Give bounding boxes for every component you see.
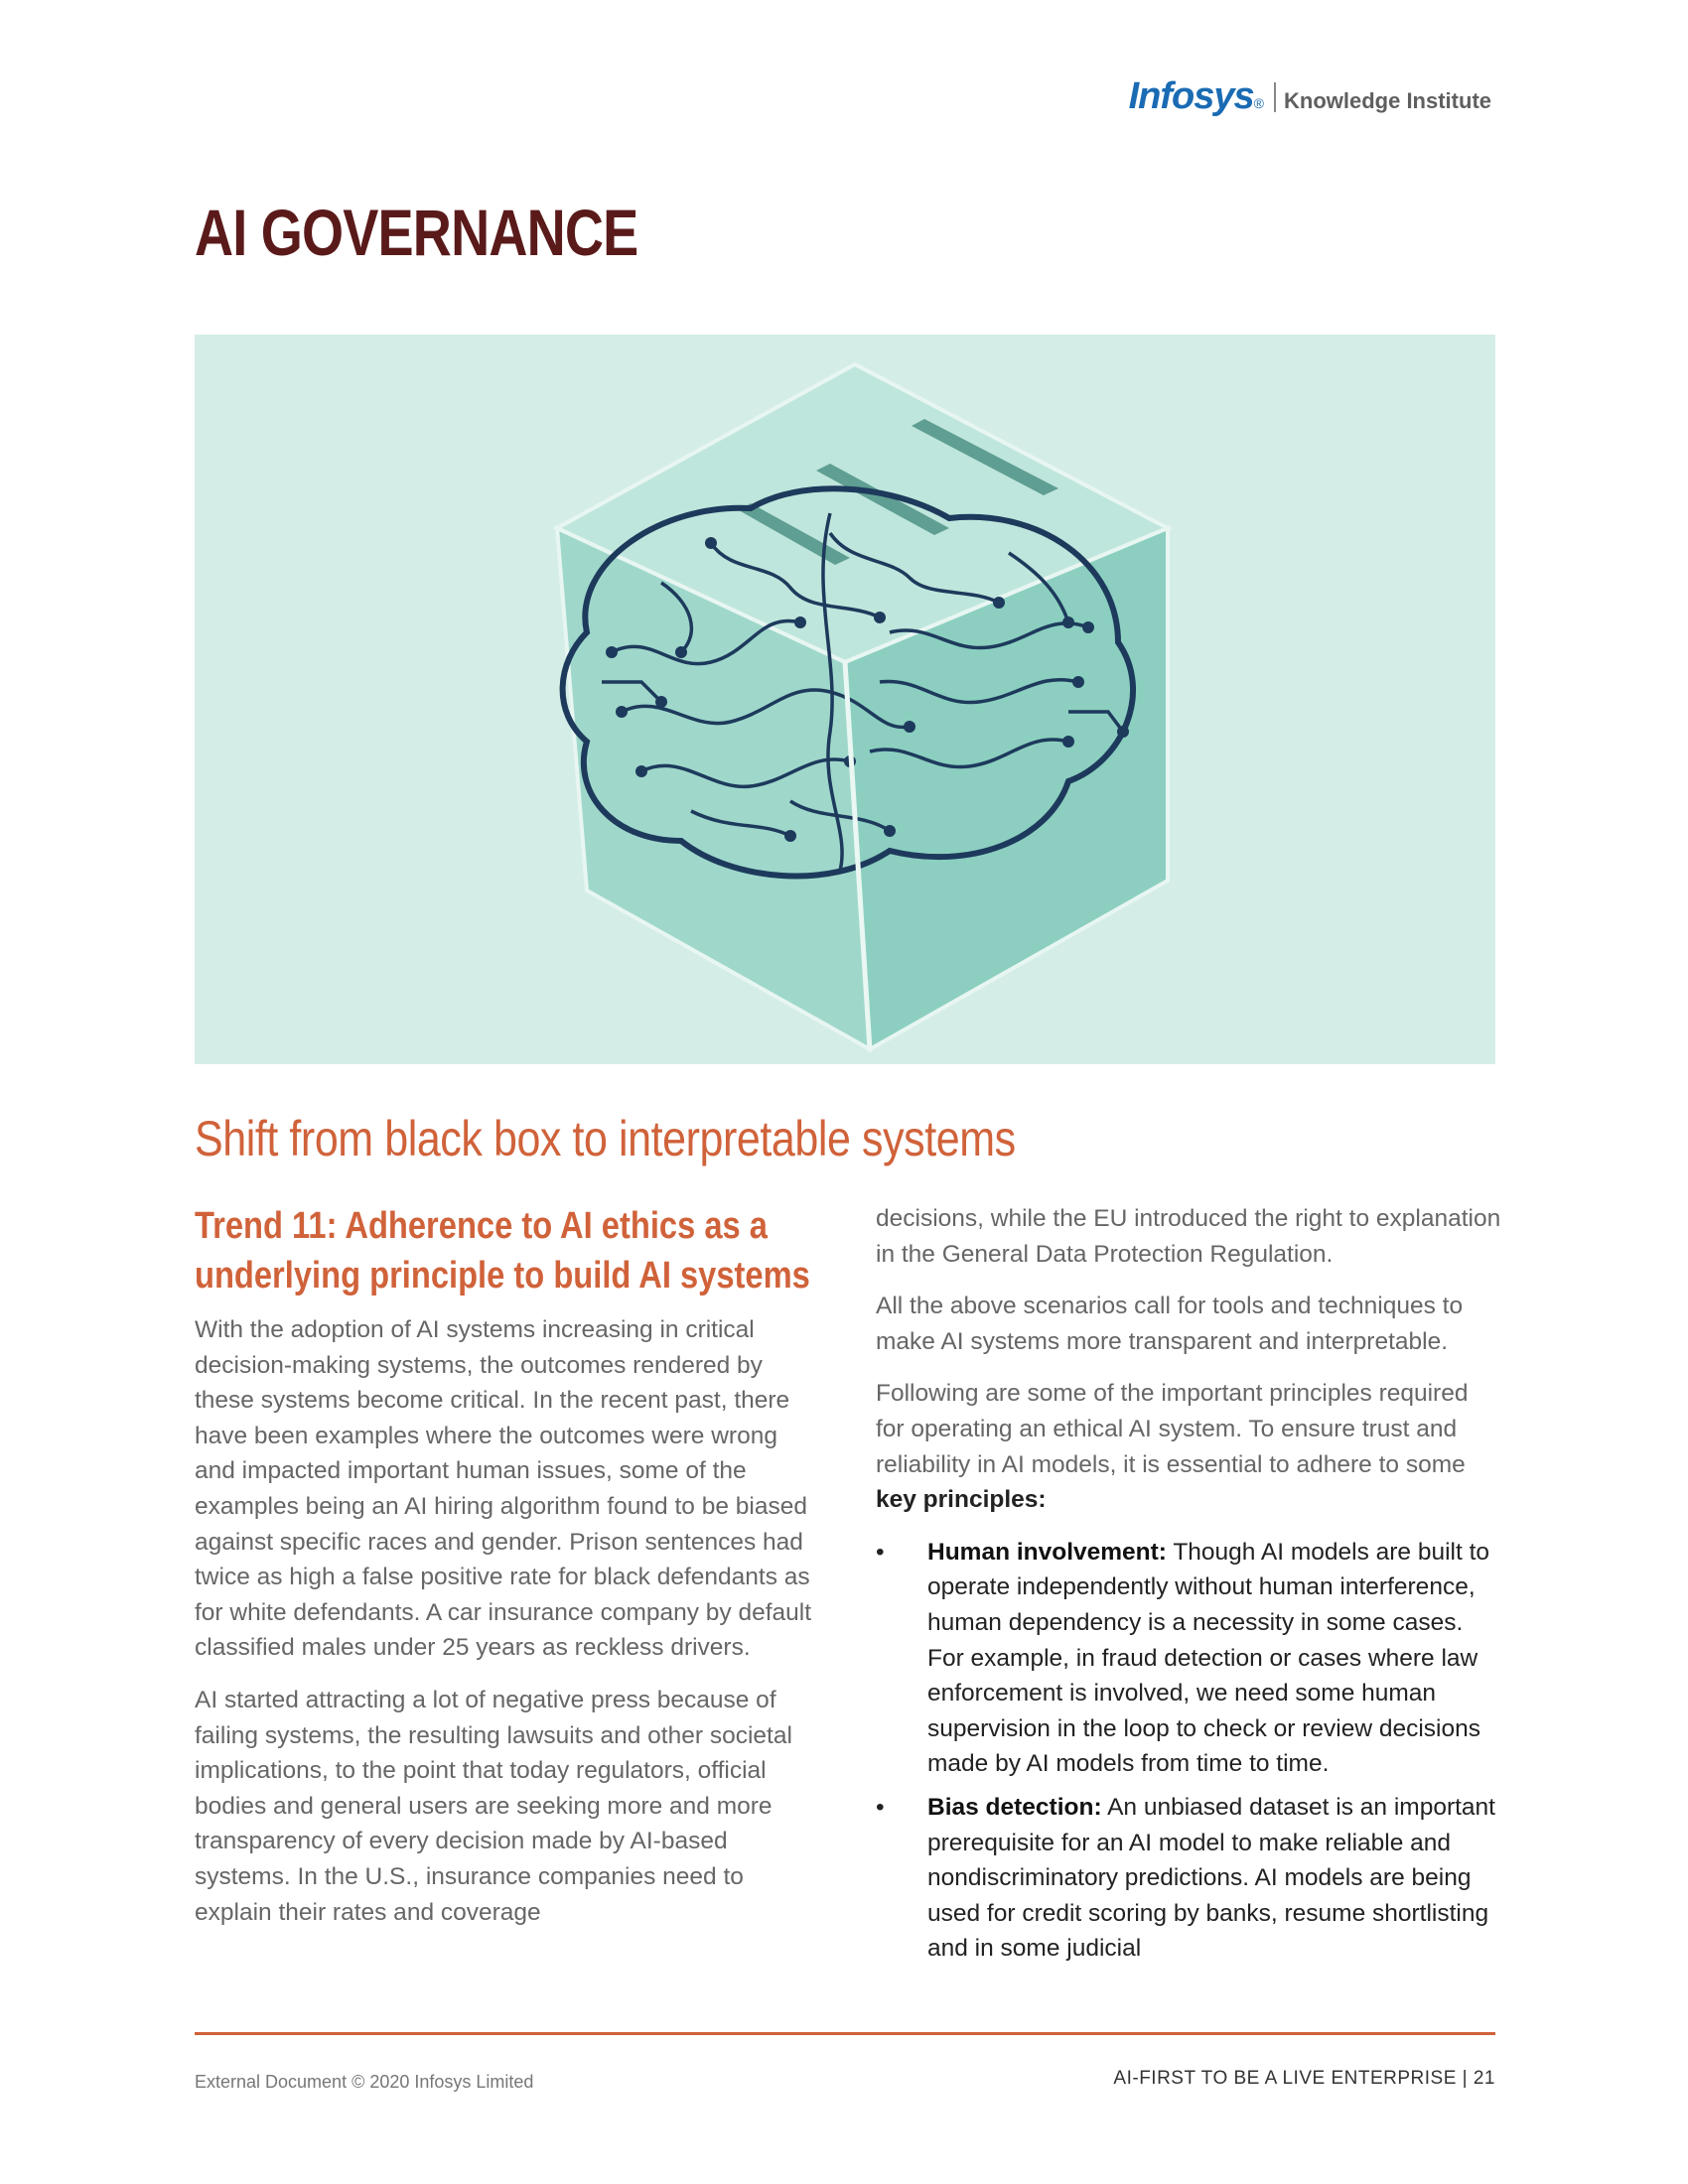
section-title: Shift from black box to interpretable systems	[195, 1111, 1016, 1166]
page-title: AI GOVERNANCE	[195, 196, 638, 269]
trend-heading: Trend 11: Adherence to AI ethics as a underlying principle to build AI systems	[195, 1205, 810, 1297]
infosys-logo	[1129, 75, 1491, 118]
footer-copyright: External Document © 2020 Infosys Limited	[195, 2072, 534, 2092]
key-principles-label: key principles:	[876, 1486, 1047, 1514]
principles-list	[876, 1535, 1501, 1967]
left-column	[195, 1201, 820, 1947]
list-item-bias-detection	[876, 1790, 1501, 1967]
right-paragraph-3	[876, 1376, 1501, 1517]
logo-divider	[1274, 82, 1276, 112]
footer-page-label: AI-FIRST TO BE A LIVE ENTERPRISE | 21	[1113, 2068, 1495, 2089]
logo-institute: Knowledge Institute	[1284, 88, 1491, 113]
bullet-term: Bias detection:	[927, 1793, 1102, 1821]
logo-registered-mark: ®	[1253, 95, 1264, 111]
bullet-text: Though AI models are built to operate independently without human interference, human dependency is a necessity in some cases. For example, in fraud detection or cases where law enforcement is involved, we need some human supervision in the loop to check or review decisions made by AI models from time to time.	[927, 1538, 1490, 1778]
list-item-human-involvement	[876, 1535, 1501, 1782]
right-paragraph-3-text: Following are some of the important principles required for operating an ethical AI system. To ensure trust and reliability in AI models, it is essential to adhere to some	[876, 1380, 1469, 1478]
logo-brand: Infosys	[1128, 75, 1254, 117]
left-paragraph-1: With the adoption of AI systems increasing in critical decision-making systems, the outcomes rendered by these systems become critical. In the recent past, there have been examples where the outcomes were wrong and impacted important human issues, some of the examples being an AI hiring algorithm found to be biased against specific races and gender. Prison sentences had twice as high a false positive rate for black defendants as for white defendants. A car insurance company by default classified males under 25 years as reckless drivers.	[195, 1316, 812, 1662]
footer-rule	[195, 2032, 1495, 2035]
bullet-text: An unbiased dataset is an important prerequisite for an AI model to make reliable and nondiscriminatory predictions. AI models are being used for credit scoring by banks, resume shortlisting and in some judicial	[927, 1793, 1495, 1963]
bullet-term: Human involvement:	[927, 1538, 1167, 1566]
right-paragraph-1: decisions, while the EU introduced the right to explanation in the General Data Protection Regulation.	[876, 1205, 1501, 1268]
right-column	[876, 1201, 1501, 1975]
right-paragraph-2: All the above scenarios call for tools and techniques to make AI systems more transparent and interpretable.	[876, 1293, 1464, 1355]
brain-cube-illustration	[195, 335, 1495, 1064]
hero-illustration	[195, 335, 1495, 1064]
left-paragraph-2: AI started attracting a lot of negative press because of failing systems, the resulting lawsuits and other societal implications, to the point that today regulators, official bodies and general users are seeking more and more transparency of every decision made by AI-based systems. In the U.S., insurance companies need to explain their rates and coverage	[195, 1686, 792, 1926]
